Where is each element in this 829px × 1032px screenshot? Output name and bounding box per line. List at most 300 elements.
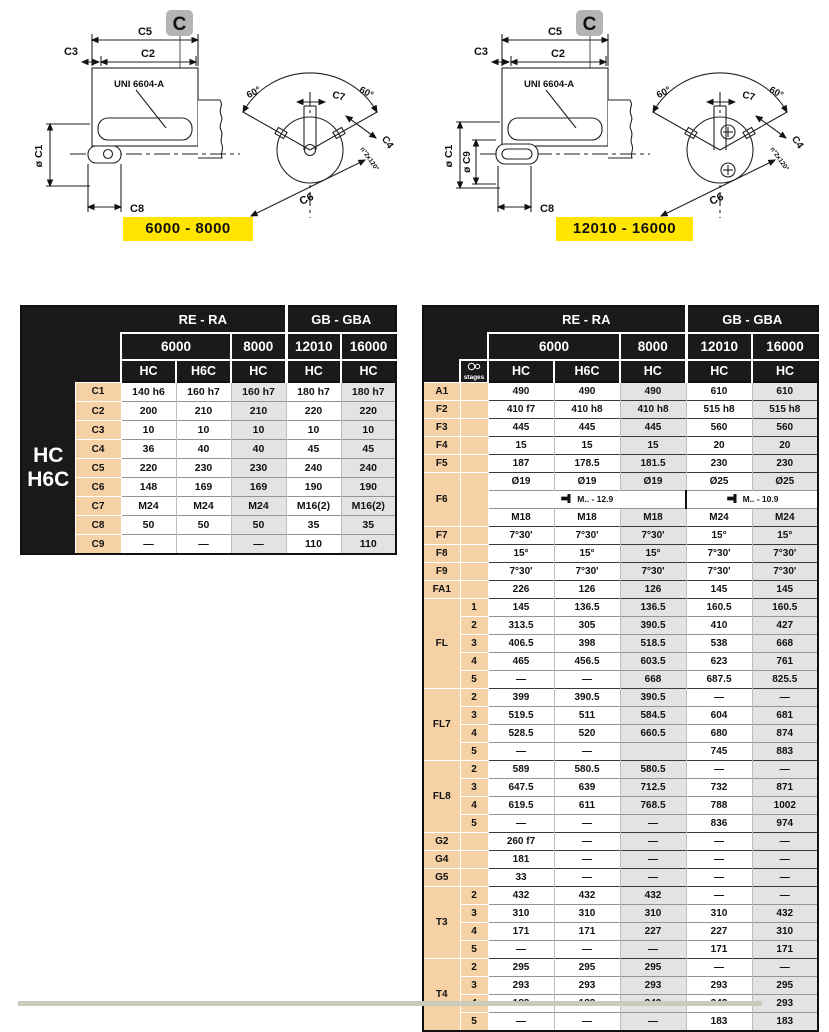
- stage-cell: 5: [460, 671, 488, 689]
- dim-label-c1: ø C1: [443, 144, 455, 168]
- size-header-12010: 12010: [286, 333, 341, 360]
- table-row: [423, 779, 818, 797]
- table-cell: 190: [341, 478, 396, 497]
- dim-label-c5: C5: [547, 26, 563, 38]
- table-cell: 10: [286, 421, 341, 440]
- table-cell: 788: [686, 797, 752, 815]
- table-cell: 35: [341, 516, 396, 535]
- table-cell: 538: [686, 635, 752, 653]
- table-cell: 427: [752, 617, 818, 635]
- bolt-spec-label: M.. - 10.9: [742, 494, 779, 504]
- table-cell: 15°: [752, 527, 818, 545]
- table-cell: 160.5: [752, 599, 818, 617]
- dim-label-c7: C7: [331, 89, 347, 104]
- row-label: C7: [75, 497, 121, 516]
- table-row: [423, 563, 818, 581]
- table-cell: 293: [620, 977, 686, 995]
- table-cell: 7°30': [620, 563, 686, 581]
- table-cell: 40: [176, 440, 231, 459]
- table-cell: 126: [554, 581, 620, 599]
- table-cell: —: [620, 815, 686, 833]
- row-label: F2: [423, 401, 460, 419]
- side-view: [456, 34, 650, 212]
- table-row: [423, 923, 818, 941]
- table-row: [423, 671, 818, 689]
- table-cell: 183: [752, 1013, 818, 1032]
- table-cell: 230: [686, 455, 752, 473]
- stage-cell: [460, 473, 488, 527]
- table-cell: 432: [488, 887, 554, 905]
- table-row: [21, 535, 396, 555]
- stage-cell: [460, 851, 488, 869]
- table-cell: M24: [231, 497, 286, 516]
- row-label: F5: [423, 455, 460, 473]
- dim-label-c6: C6: [707, 190, 726, 208]
- table-cell: 136.5: [554, 599, 620, 617]
- table-cell: 310: [752, 923, 818, 941]
- table-cell: 148: [121, 478, 176, 497]
- table-cell: 310: [620, 905, 686, 923]
- table-cell: 410 h8: [620, 401, 686, 419]
- table-cell: 1002: [752, 797, 818, 815]
- group-header-gb-gba: GB - GBA: [286, 306, 396, 333]
- table-cell: 183: [686, 1013, 752, 1032]
- stage-cell: 2: [460, 617, 488, 635]
- table-cell: 610: [752, 382, 818, 401]
- table-row: [21, 497, 396, 516]
- variant-header: H6C: [554, 360, 620, 382]
- table-cell: —: [488, 743, 554, 761]
- table-row: [423, 419, 818, 437]
- row-label: C6: [75, 478, 121, 497]
- table-cell: —: [752, 851, 818, 869]
- table-cell: 169: [176, 478, 231, 497]
- stage-cell: 5: [460, 1013, 488, 1032]
- table-cell: 190: [286, 478, 341, 497]
- dim-label-c3: C3: [473, 46, 489, 58]
- table-cell: 200: [121, 402, 176, 421]
- table-cell: 45: [341, 440, 396, 459]
- table-row: [423, 833, 818, 851]
- table-cell: 7°30': [752, 545, 818, 563]
- table-row: [423, 797, 818, 815]
- table-row: [423, 437, 818, 455]
- table-cell: 619.5: [488, 797, 554, 815]
- table-cell: 745: [686, 743, 752, 761]
- table-cell: 15°: [686, 527, 752, 545]
- table-row: [423, 905, 818, 923]
- row-label: FA1: [423, 581, 460, 599]
- table-cell: 240: [341, 459, 396, 478]
- table-cell: —: [752, 869, 818, 887]
- table-cell: Ø19: [554, 473, 620, 491]
- side-label-line: HC: [33, 444, 64, 468]
- size-header-8000: 8000: [231, 333, 286, 360]
- stage-cell: 3: [460, 905, 488, 923]
- table-cell: 647.5: [488, 779, 554, 797]
- variant-header: HC: [341, 360, 396, 382]
- bolt-spec-cell: [686, 491, 818, 509]
- size-header-12010: 12010: [686, 333, 752, 360]
- group-header-re-ra: RE - RA: [488, 306, 686, 333]
- table-cell: 668: [620, 671, 686, 689]
- table-cell: —: [686, 689, 752, 707]
- dim-label-c2: C2: [550, 48, 566, 60]
- table-cell: 295: [488, 959, 554, 977]
- table-row: [423, 815, 818, 833]
- table-cell: —: [554, 815, 620, 833]
- size-header-8000: 8000: [620, 333, 686, 360]
- table-cell: 293: [752, 995, 818, 1013]
- table-cell: 7°30': [488, 563, 554, 581]
- table-cell: —: [752, 761, 818, 779]
- section-badge-letter: C: [172, 14, 187, 35]
- stage-cell: [460, 419, 488, 437]
- stage-cell: 2: [460, 887, 488, 905]
- table-cell: 187: [488, 455, 554, 473]
- table-cell: —: [554, 941, 620, 959]
- table-cell: 680: [686, 725, 752, 743]
- table-cell: 220: [286, 402, 341, 421]
- table-cell: 169: [231, 478, 286, 497]
- table-cell: 295: [620, 959, 686, 977]
- section-badge-letter: C: [582, 14, 597, 35]
- group-header-gb-gba: GB - GBA: [686, 306, 818, 333]
- stage-cell: 5: [460, 743, 488, 761]
- stage-cell: 2: [460, 689, 488, 707]
- table-cell: 178.5: [554, 455, 620, 473]
- row-label: C4: [75, 440, 121, 459]
- table-cell: —: [686, 761, 752, 779]
- dim-label-c6: C6: [297, 190, 316, 208]
- stages-column-header: [460, 360, 488, 382]
- stage-cell: [460, 869, 488, 887]
- table-cell: 432: [554, 887, 620, 905]
- table-cell: 35: [286, 516, 341, 535]
- table-cell: M18: [620, 509, 686, 527]
- table-cell: 768.5: [620, 797, 686, 815]
- size-header-16000: 16000: [341, 333, 396, 360]
- table-cell: 180 h7: [341, 382, 396, 402]
- table-cell: 7°30': [752, 563, 818, 581]
- stage-cell: 4: [460, 797, 488, 815]
- row-label: FL8: [423, 761, 460, 833]
- table-cell: 181.5: [620, 455, 686, 473]
- table-cell: 33: [488, 869, 554, 887]
- table-cell: —: [554, 1013, 620, 1032]
- row-label: T4: [423, 959, 460, 1032]
- table-cell: 445: [554, 419, 620, 437]
- header-corner: [21, 306, 121, 333]
- table-cell: 465: [488, 653, 554, 671]
- row-label: T3: [423, 887, 460, 959]
- table-row: [423, 653, 818, 671]
- group-header-re-ra: RE - RA: [121, 306, 286, 333]
- table-cell: 761: [752, 653, 818, 671]
- row-label: C1: [75, 382, 121, 402]
- dim-label-c9: ø C9: [462, 151, 473, 173]
- table-cell: —: [554, 671, 620, 689]
- table-cell: —: [488, 671, 554, 689]
- table-cell: 490: [620, 382, 686, 401]
- table-cell: 15: [620, 437, 686, 455]
- stage-cell: 5: [460, 815, 488, 833]
- table-cell: 171: [752, 941, 818, 959]
- table-cell: 140 h6: [121, 382, 176, 402]
- table-row: [21, 402, 396, 421]
- table-row: [423, 581, 818, 599]
- table-row: [423, 599, 818, 617]
- table-cell: 660.5: [620, 725, 686, 743]
- table-cell: 589: [488, 761, 554, 779]
- row-label: F4: [423, 437, 460, 455]
- row-label: C9: [75, 535, 121, 555]
- table-cell: 432: [752, 905, 818, 923]
- size-range-caption-6000-8000: 6000 - 8000: [123, 217, 253, 241]
- table-cell: —: [620, 869, 686, 887]
- table-cell: 610: [686, 382, 752, 401]
- table-cell: 145: [752, 581, 818, 599]
- dim-label-c5: C5: [137, 26, 153, 38]
- table-cell: 668: [752, 635, 818, 653]
- table-cell: M18: [488, 509, 554, 527]
- row-label: F8: [423, 545, 460, 563]
- stages-icon: [467, 360, 481, 374]
- table-row: [423, 959, 818, 977]
- table-cell: 528.5: [488, 725, 554, 743]
- table-cell: 560: [752, 419, 818, 437]
- size-header-6000: 6000: [488, 333, 620, 360]
- table-row: [423, 401, 818, 419]
- table-cell: 310: [488, 905, 554, 923]
- table-cell: M16(2): [286, 497, 341, 516]
- dim-label-c7: C7: [741, 89, 757, 104]
- table-cell: 560: [686, 419, 752, 437]
- table-cell: —: [686, 869, 752, 887]
- table-cell: —: [620, 1013, 686, 1032]
- table-cell: 310: [554, 905, 620, 923]
- table-cell: 410: [686, 617, 752, 635]
- angle-label-60-left: 60°: [654, 84, 673, 102]
- table-cell: 220: [341, 402, 396, 421]
- table-cell: 15: [554, 437, 620, 455]
- row-label: F9: [423, 563, 460, 581]
- table-row: [423, 455, 818, 473]
- table-cell: 293: [488, 977, 554, 995]
- table-cell: 518.5: [620, 635, 686, 653]
- table-cell: 50: [231, 516, 286, 535]
- table-cell: 171: [554, 923, 620, 941]
- bolt-spec-label: M.. - 12.9: [577, 494, 614, 504]
- table-cell: [620, 743, 686, 761]
- table-cell: 520: [554, 725, 620, 743]
- table-cell: 226: [488, 581, 554, 599]
- table-cell: 445: [620, 419, 686, 437]
- table-cell: 160.5: [686, 599, 752, 617]
- table-cell: 580.5: [620, 761, 686, 779]
- table-row: [423, 851, 818, 869]
- table-cell: —: [620, 851, 686, 869]
- table-cell: 40: [231, 440, 286, 459]
- table-row: [423, 725, 818, 743]
- table-cell: M24: [752, 509, 818, 527]
- stage-cell: 3: [460, 707, 488, 725]
- table-cell: Ø19: [488, 473, 554, 491]
- table-row: [423, 617, 818, 635]
- table-cell: 490: [488, 382, 554, 401]
- table-row: [423, 743, 818, 761]
- table-cell: 7°30': [686, 545, 752, 563]
- table-cell: —: [554, 869, 620, 887]
- table-cell: —: [686, 833, 752, 851]
- table-cell: 20: [752, 437, 818, 455]
- table-cell: Ø19: [620, 473, 686, 491]
- table-cell: 230: [752, 455, 818, 473]
- table-cell: —: [752, 887, 818, 905]
- table-cell: 515 h8: [686, 401, 752, 419]
- table-cell: 220: [121, 459, 176, 478]
- table-cell: 603.5: [620, 653, 686, 671]
- table-cell: —: [554, 743, 620, 761]
- table-cell: 171: [686, 941, 752, 959]
- stage-cell: 4: [460, 725, 488, 743]
- table-row: [21, 382, 396, 402]
- table-cell: —: [488, 1013, 554, 1032]
- table-cell: 230: [231, 459, 286, 478]
- table-row: [21, 516, 396, 535]
- table-row: [423, 527, 818, 545]
- dim-label-c4: C4: [378, 134, 396, 151]
- stage-cell: 4: [460, 923, 488, 941]
- table-cell: 490: [554, 382, 620, 401]
- table-cell: 456.5: [554, 653, 620, 671]
- stage-cell: 2: [460, 761, 488, 779]
- dim-label-c3: C3: [63, 46, 79, 58]
- table-cell: 7°30': [554, 527, 620, 545]
- table-cell: 295: [554, 959, 620, 977]
- stage-cell: 1: [460, 599, 488, 617]
- keyway-standard-label: UNI 6604-A: [524, 79, 575, 90]
- row-label: C8: [75, 516, 121, 535]
- table-row: [423, 977, 818, 995]
- table-cell: 210: [176, 402, 231, 421]
- table-row: [21, 421, 396, 440]
- table-cell: 230: [176, 459, 231, 478]
- table-cell: Ø25: [686, 473, 752, 491]
- table-cell: —: [686, 887, 752, 905]
- row-label: C3: [75, 421, 121, 440]
- stage-cell: [460, 581, 488, 599]
- table-cell: 883: [752, 743, 818, 761]
- table-cell: 732: [686, 779, 752, 797]
- row-label: G5: [423, 869, 460, 887]
- row-label: FL7: [423, 689, 460, 761]
- row-label: C5: [75, 459, 121, 478]
- table-row: [423, 545, 818, 563]
- table-row: [423, 869, 818, 887]
- table-cell: 210: [231, 402, 286, 421]
- table-cell: 145: [488, 599, 554, 617]
- table-cell: 10: [231, 421, 286, 440]
- table-cell: Ø25: [752, 473, 818, 491]
- table-cell: M24: [686, 509, 752, 527]
- table-cell: —: [554, 851, 620, 869]
- table-cell: 10: [341, 421, 396, 440]
- table-row: [21, 459, 396, 478]
- table-row: [423, 1013, 818, 1032]
- table-cell: 390.5: [554, 689, 620, 707]
- table-cell: 295: [752, 977, 818, 995]
- keyway-standard-label: UNI 6604-A: [114, 79, 165, 90]
- table-cell: 240: [286, 459, 341, 478]
- stage-cell: [460, 527, 488, 545]
- table-cell: 260 f7: [488, 833, 554, 851]
- table-cell: 15°: [620, 545, 686, 563]
- row-label: G4: [423, 851, 460, 869]
- table-cell: M24: [176, 497, 231, 516]
- variant-header: HC: [286, 360, 341, 382]
- angle-label-60-left: 60°: [244, 84, 263, 102]
- stage-cell: 4: [460, 653, 488, 671]
- table-row: [423, 761, 818, 779]
- side-view: [46, 34, 240, 212]
- table-cell: 681: [752, 707, 818, 725]
- table-cell: 313.5: [488, 617, 554, 635]
- variant-header: H6C: [176, 360, 231, 382]
- table-row: [423, 887, 818, 905]
- table-cell: 50: [121, 516, 176, 535]
- stage-cell: 3: [460, 977, 488, 995]
- stage-cell: [460, 401, 488, 419]
- table-cell: 7°30': [488, 527, 554, 545]
- stage-cell: [460, 382, 488, 401]
- table-cell: 836: [686, 815, 752, 833]
- table-cell: 390.5: [620, 689, 686, 707]
- table-cell: M18: [554, 509, 620, 527]
- table-cell: —: [176, 535, 231, 555]
- table-cell: —: [686, 959, 752, 977]
- dimension-drawing-12010-16000: [418, 4, 820, 252]
- stage-cell: [460, 833, 488, 851]
- stages-header-label: stages: [463, 373, 485, 381]
- table-cell: —: [554, 833, 620, 851]
- table-cell: 15: [488, 437, 554, 455]
- stage-cell: [460, 545, 488, 563]
- table-cell: 874: [752, 725, 818, 743]
- bolt-icon: [726, 494, 737, 505]
- table-cell: 410 f7: [488, 401, 554, 419]
- table-cell: 15°: [488, 545, 554, 563]
- table-cell: 20: [686, 437, 752, 455]
- dim-note-c4: n°2x120°: [358, 145, 380, 173]
- table-cell: 110: [286, 535, 341, 555]
- header-corner: [21, 360, 121, 382]
- table-cell: 36: [121, 440, 176, 459]
- table-row: [423, 689, 818, 707]
- row-label: F7: [423, 527, 460, 545]
- table-cell: 406.5: [488, 635, 554, 653]
- dim-label-c8: C8: [540, 203, 555, 215]
- size-range-caption-12010-16000: 12010 - 16000: [556, 217, 693, 241]
- dimensions-table-stages: [422, 305, 819, 1032]
- table-row: [423, 473, 818, 491]
- stage-cell: 3: [460, 635, 488, 653]
- table-cell: 227: [620, 923, 686, 941]
- bolt-icon: [560, 494, 571, 505]
- variant-header: HC: [121, 360, 176, 382]
- table-cell: —: [488, 941, 554, 959]
- table-cell: 687.5: [686, 671, 752, 689]
